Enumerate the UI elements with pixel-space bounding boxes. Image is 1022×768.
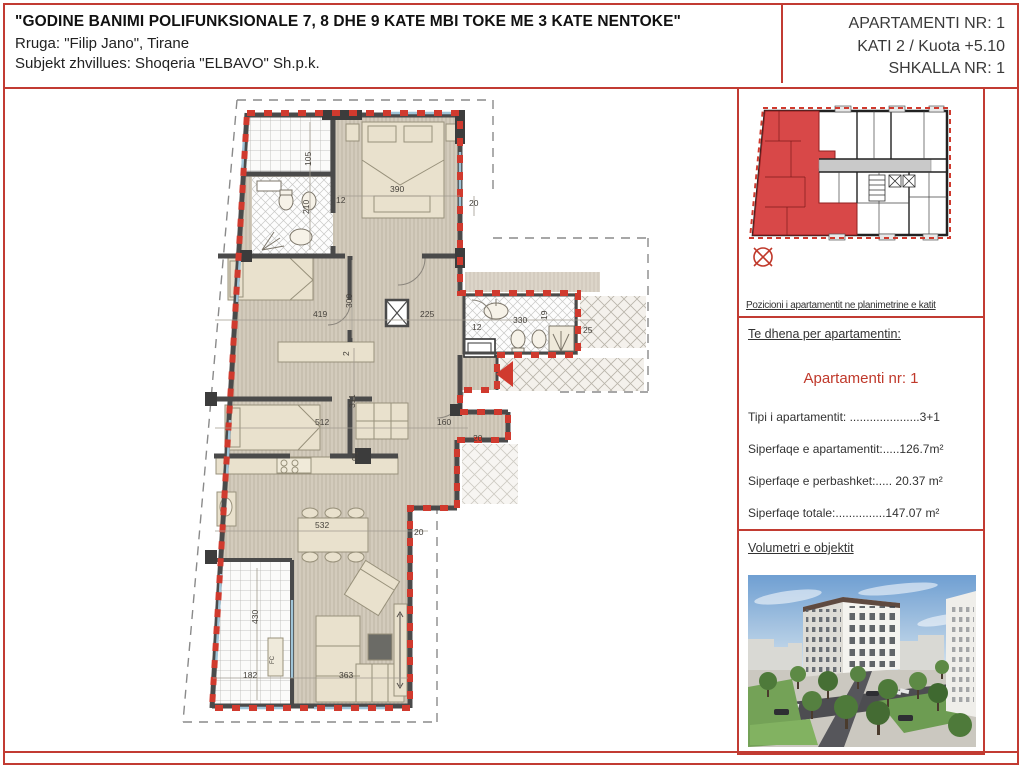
position-caption: Pozicioni i apartamentit ne planimetrine e katit: [746, 300, 936, 311]
project-info: [5, 5, 783, 83]
dim-label: 300: [344, 293, 354, 308]
dim-label: 91: [350, 451, 360, 461]
common-patch: [462, 444, 518, 504]
dim-label: 12: [336, 195, 346, 205]
balcony-top: [244, 117, 333, 173]
dining-table: [298, 518, 368, 552]
dim-label: FC: [270, 656, 276, 664]
detail-row-common-area: Siperfaqe e perbashket:..... 20.37 m²: [748, 474, 943, 488]
position-plan-panel: [737, 87, 985, 318]
project-title: "GODINE BANIMI POLIFUNKSIONALE 7, 8 DHE 9 KATE MBI TOKE ME 3 KATE NENTOKE": [15, 13, 681, 30]
staircase-number: SHKALLA NR: 1: [888, 60, 1005, 78]
foreground-building: [946, 591, 976, 717]
detail-row-type: Tipi i apartamentit: .....................3+1: [748, 410, 940, 424]
apartment-number: APARTAMENTI NR: 1: [848, 15, 1005, 32]
dim-label: 210: [301, 199, 311, 214]
apartment-data-panel: [737, 316, 985, 531]
detail-row-total-area: Siperfaqe totale:...............147.07 m²: [748, 506, 940, 520]
desk: [278, 342, 374, 362]
dim-label: 19: [539, 310, 549, 320]
project-developer: Subjekt zhvillues: Shoqeria "ELBAVO" Sh.p.k.: [15, 55, 320, 72]
floor-plan-drawing: [4, 88, 734, 750]
title-block: [3, 3, 1019, 89]
sofa: [316, 616, 360, 702]
project-address: Rruga: "Filip Jano", Tirane: [15, 35, 190, 52]
dim-label: 25: [583, 325, 593, 335]
dim-label: 225: [420, 309, 435, 319]
main-building: [803, 597, 900, 677]
dim-label: 390: [390, 184, 405, 194]
detail-row-apartment-area: Siperfaqe e apartamentit:.....126.7m²: [748, 442, 944, 456]
position-plan: [739, 97, 983, 287]
apartment-id-block: [787, 5, 1017, 83]
dim-label: 2: [341, 351, 351, 356]
dim-label: 105: [303, 151, 313, 166]
compass-icon: [754, 248, 772, 266]
dim-label: 363: [339, 670, 354, 680]
dim-label: 311: [347, 394, 357, 408]
dim-label: 419: [313, 309, 328, 319]
stairs-icon: [869, 175, 885, 201]
dim-label: 330: [513, 315, 528, 325]
common-landing-right: [580, 296, 646, 348]
dim-label: 512: [315, 417, 330, 427]
balcony-bottom: [212, 562, 292, 706]
volume-panel: [737, 529, 985, 755]
sheet-bottom-rule: [3, 751, 1019, 753]
building-render: [748, 575, 976, 747]
dim-label: 12: [472, 322, 482, 332]
volume-heading: Volumetri e objektit: [748, 541, 854, 555]
dim-label: 532: [315, 520, 330, 530]
dim-label: 20: [414, 527, 424, 537]
dim-label: 20: [469, 198, 479, 208]
dim-label: 430: [250, 609, 260, 624]
dim-label: 20: [473, 433, 483, 443]
coffee-table: [368, 634, 392, 660]
floor-level: KATI 2 / Kuota +5.10: [857, 37, 1005, 55]
common-landing-below: [500, 358, 644, 391]
common-corridor-strip: [465, 272, 600, 292]
details-heading: Te dhena per apartamentin:: [748, 327, 901, 341]
dim-label: 182: [243, 670, 258, 680]
apartment-label: Apartamenti nr: 1: [803, 370, 919, 387]
dim-label: 160: [437, 417, 452, 427]
duct-shaft: [386, 300, 408, 326]
